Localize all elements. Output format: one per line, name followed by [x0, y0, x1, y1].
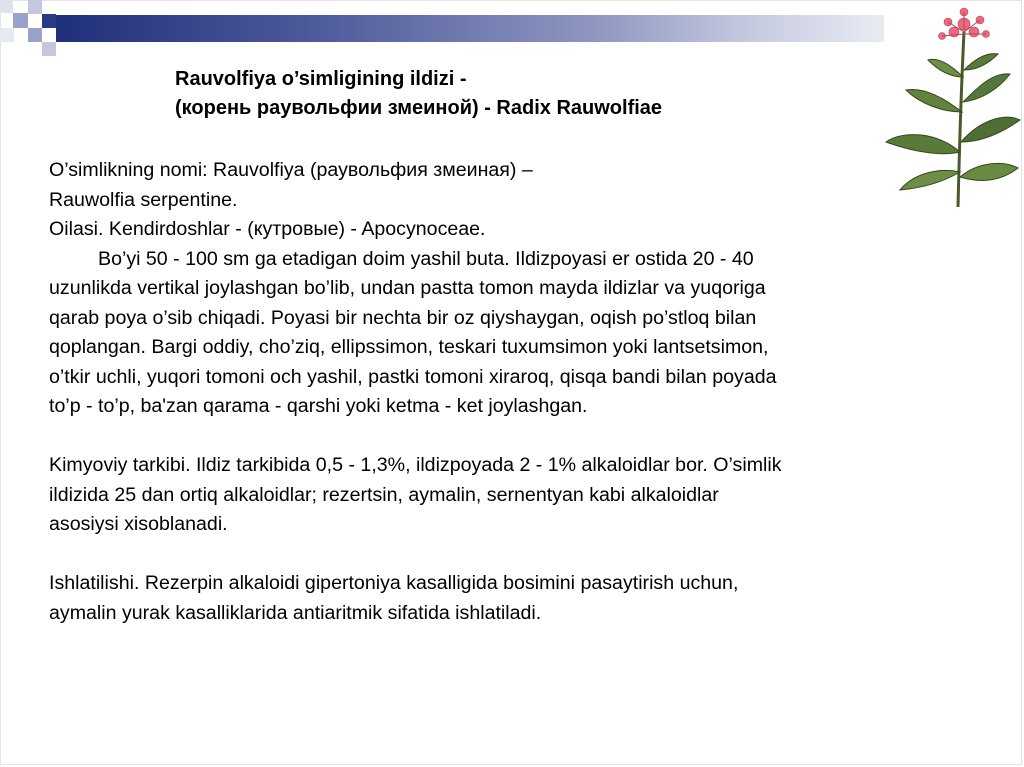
header-bar [56, 15, 884, 42]
text-line: asosiysi xisoblanadi. [49, 513, 228, 535]
text-line: Oilasi. Kendirdoshlar - (кутровые) - Apocynoceae. [49, 218, 486, 240]
page-title [175, 65, 662, 123]
text-line: uzunlikda vertikal joylashgan bo’lib, undan pastta tomon mayda ildizlar va yuqoriga [49, 277, 766, 299]
title-line-2: (корень раувольфии змеиной) - Radix Rauwolfiae [175, 97, 663, 119]
decor-square [42, 14, 56, 28]
text-line: qoplangan. Bargi oddiy, cho’ziq, ellipssimon, teskari tuxumsimon yoki lantsetsimon, [49, 336, 769, 358]
text-line: to’p - to’p, ba'zan qarama - qarshi yoki ketma - ket joylashgan. [49, 395, 588, 417]
body-text [49, 156, 1009, 628]
title-line-1: Rauvolfiya o’simligining ildizi - [175, 68, 467, 90]
decor-square [0, 0, 13, 13]
text-line: aymalin yurak kasalliklarida antiaritmik sifatida ishlatiladi. [49, 601, 542, 624]
decor-square [13, 13, 28, 28]
text-line: o’tkir uchli, yuqori tomoni och yashil, pastki tomoni xiraroq, qisqa bandi bilan poyada [49, 365, 777, 388]
decor-square [0, 28, 14, 42]
text-line: Kimyoviy tarkibi. Ildiz tarkibida 0,5 - 1,3%, ildizpoyada 2 - 1% alkaloidlar bor. O’simlik [49, 454, 782, 476]
paragraph-gap [49, 422, 1009, 452]
decor-square [28, 28, 42, 42]
text-line: Ishlatilishi. Rezerpin alkaloidi gipertoniya kasalligida bosimini pasaytirish uchun, [49, 572, 739, 594]
text-line: Bo’yi 50 - 100 sm ga etadigan doim yashil buta. Ildizpoyasi er ostida 20 - 40 [98, 247, 754, 270]
text-line: qarab poya o’sib chiqadi. Poyasi bir nechta bir oz qiyshaygan, oqish po’stloq bilan [49, 306, 757, 329]
decor-square [42, 42, 56, 56]
paragraph-gap [49, 540, 1009, 570]
text-line: ildizida 25 dan ortiq alkaloidlar; rezertsin, aymalin, sernentyan kabi alkaloidlar [49, 483, 719, 506]
text-line: O’simlikning nomi: Rauvolfiya (раувольфия змеиная) – [49, 159, 533, 181]
text-line: Rauwolfia serpentine. [49, 188, 238, 211]
decor-square [28, 0, 42, 14]
